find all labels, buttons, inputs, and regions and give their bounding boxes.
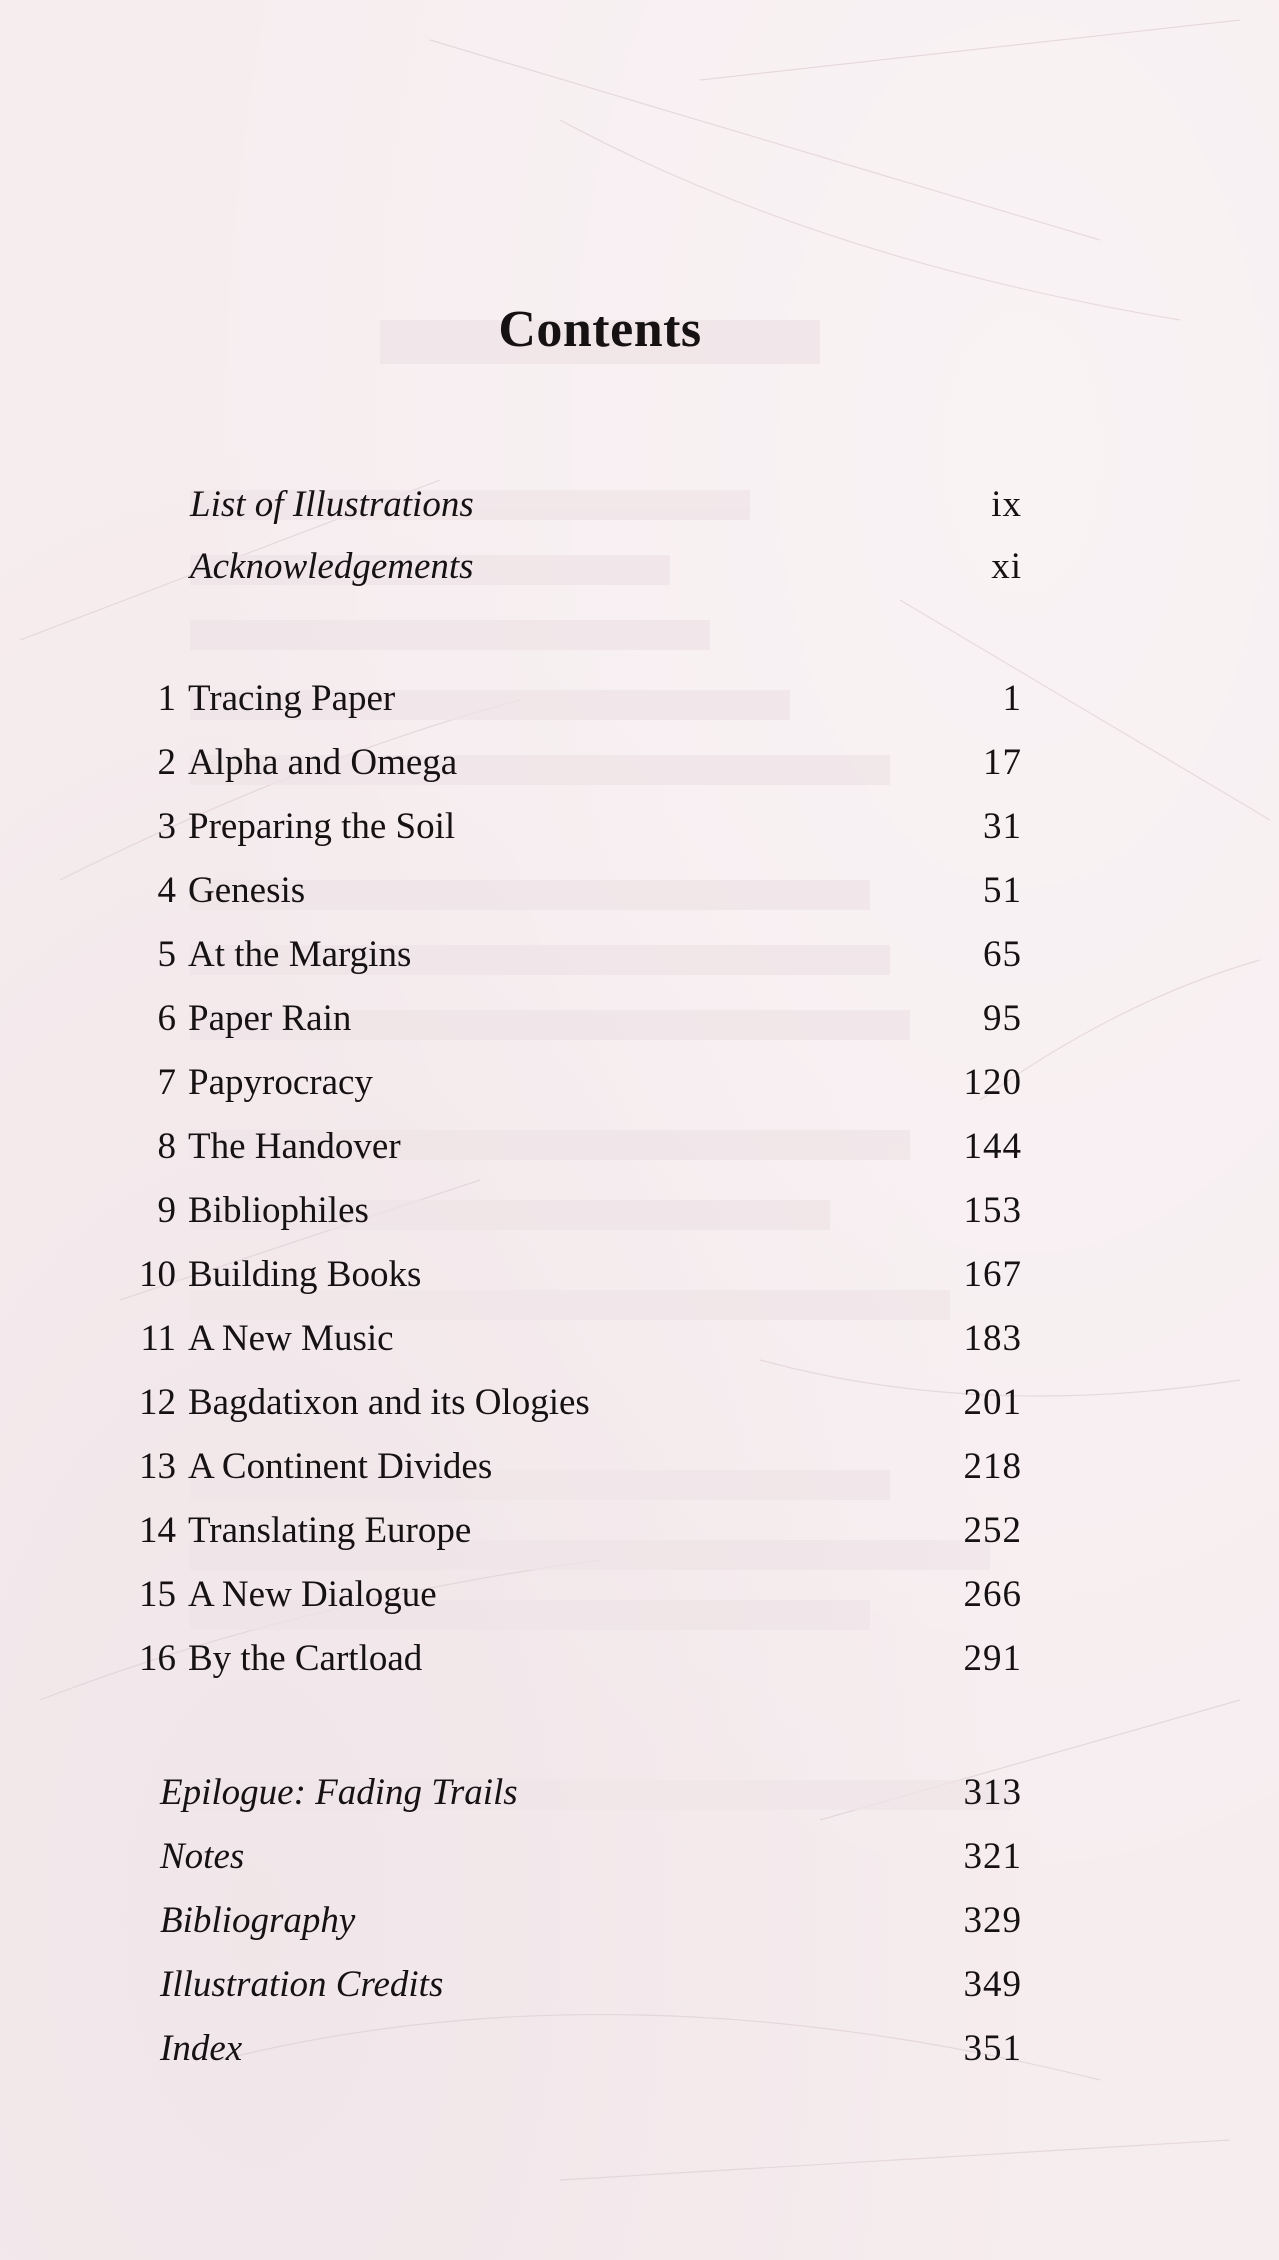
toc-chapter-entry xyxy=(0,1248,1279,1302)
chapter-title: The Handover xyxy=(188,1126,401,1167)
toc-entry-page: xi xyxy=(991,546,1022,587)
chapter-title: Bibliophiles xyxy=(188,1190,369,1231)
chapter-number: 11 xyxy=(140,1318,176,1359)
chapter-title: A New Dialogue xyxy=(188,1574,437,1615)
toc-chapter-entry xyxy=(0,992,1279,1046)
chapter-page: 252 xyxy=(963,1510,1022,1551)
toc-chapter-entry xyxy=(0,1184,1279,1238)
chapter-page: 167 xyxy=(963,1254,1022,1295)
chapter-page: 266 xyxy=(963,1574,1022,1615)
toc-entry-page: 313 xyxy=(963,1772,1022,1813)
toc-entry xyxy=(0,1894,1279,1948)
chapter-title: Preparing the Soil xyxy=(188,806,456,847)
chapter-number: 7 xyxy=(157,1062,176,1103)
chapter-page: 17 xyxy=(983,742,1022,783)
toc-entry-label: Acknowledgements xyxy=(190,546,474,587)
toc-entry xyxy=(0,2022,1279,2076)
toc-entry-label: Notes xyxy=(160,1836,245,1877)
toc-entry xyxy=(0,540,1279,594)
toc-entry-page: 351 xyxy=(963,2028,1022,2069)
toc-chapter-entry xyxy=(0,1312,1279,1366)
toc-chapter-entry xyxy=(0,864,1279,918)
chapter-number: 2 xyxy=(157,742,176,783)
toc-chapter-entry xyxy=(0,672,1279,726)
chapter-title: Bagdatixon and its Ologies xyxy=(188,1382,590,1423)
chapter-title: A New Music xyxy=(188,1318,394,1359)
chapter-title: Tracing Paper xyxy=(188,678,396,719)
toc-entry-page: ix xyxy=(991,484,1022,525)
chapter-page: 120 xyxy=(963,1062,1022,1103)
toc-entry xyxy=(0,1766,1279,1820)
chapter-number: 1 xyxy=(157,678,176,719)
toc-chapter-entry xyxy=(0,1632,1279,1686)
toc-entry-label: Illustration Credits xyxy=(160,1964,444,2005)
toc-entry xyxy=(0,478,1279,532)
chapter-number: 13 xyxy=(139,1446,176,1487)
toc-entry-label: Epilogue: Fading Trails xyxy=(160,1772,518,1813)
chapter-number: 5 xyxy=(157,934,176,975)
chapter-page: 1 xyxy=(1002,678,1022,719)
toc-entry-label: List of Illustrations xyxy=(190,484,474,525)
page-title: Contents xyxy=(498,301,702,358)
chapter-page: 201 xyxy=(963,1382,1022,1423)
toc-entry xyxy=(0,1958,1279,2012)
chapter-title: At the Margins xyxy=(188,934,412,975)
chapter-title: Papyrocracy xyxy=(188,1062,373,1103)
chapter-number: 3 xyxy=(157,806,176,847)
toc-chapter-entry xyxy=(0,800,1279,854)
toc-chapter-entry xyxy=(0,1568,1279,1622)
chapter-page: 144 xyxy=(963,1126,1022,1167)
toc-entry-page: 329 xyxy=(963,1900,1022,1941)
chapter-number: 10 xyxy=(139,1254,176,1295)
chapter-title: Translating Europe xyxy=(188,1510,472,1551)
chapter-number: 15 xyxy=(139,1574,176,1615)
toc-entry xyxy=(0,1830,1279,1884)
chapter-number: 14 xyxy=(139,1510,176,1551)
toc-entry-label: Index xyxy=(160,2028,243,2069)
chapter-title: Alpha and Omega xyxy=(188,742,458,783)
chapter-number: 6 xyxy=(157,998,176,1039)
toc-chapter-entry xyxy=(0,1504,1279,1558)
toc-chapter-entry xyxy=(0,736,1279,790)
chapter-number: 4 xyxy=(157,870,176,911)
toc-chapter-entry xyxy=(0,1056,1279,1110)
chapter-title: A Continent Divides xyxy=(188,1446,493,1487)
toc-entry-page: 321 xyxy=(963,1836,1022,1877)
chapter-page: 291 xyxy=(963,1638,1022,1679)
chapter-number: 8 xyxy=(157,1126,176,1167)
chapter-page: 183 xyxy=(963,1318,1022,1359)
chapter-number: 9 xyxy=(157,1190,176,1231)
chapter-page: 31 xyxy=(983,806,1022,847)
chapter-title: Building Books xyxy=(188,1254,422,1295)
chapter-title: Paper Rain xyxy=(188,998,352,1039)
chapter-page: 51 xyxy=(983,870,1022,911)
chapter-title: By the Cartload xyxy=(188,1638,423,1679)
chapter-page: 218 xyxy=(963,1446,1022,1487)
toc-chapter-entry xyxy=(0,1440,1279,1494)
toc-chapter-entry xyxy=(0,1120,1279,1174)
chapter-number: 16 xyxy=(139,1638,176,1679)
toc-entry-label: Bibliography xyxy=(160,1900,356,1941)
toc-chapter-entry xyxy=(0,1376,1279,1430)
chapter-page: 153 xyxy=(963,1190,1022,1231)
toc-entry-page: 349 xyxy=(963,1964,1022,2005)
chapter-page: 65 xyxy=(983,934,1022,975)
toc-chapter-entry xyxy=(0,928,1279,982)
chapter-number: 12 xyxy=(139,1382,176,1423)
chapter-title: Genesis xyxy=(188,870,306,911)
chapter-page: 95 xyxy=(983,998,1022,1039)
